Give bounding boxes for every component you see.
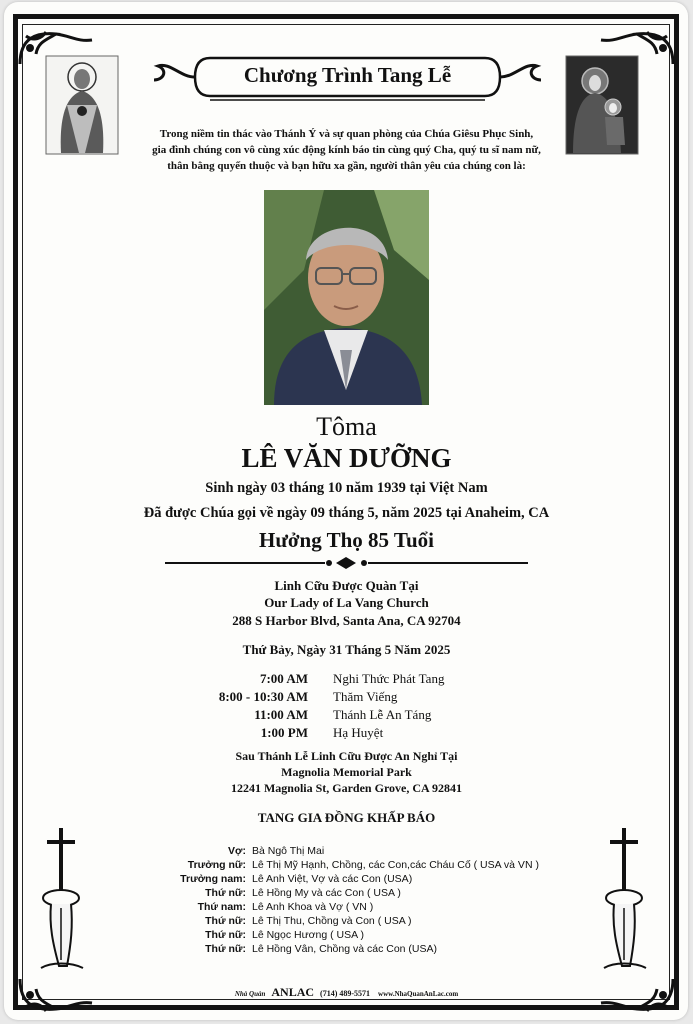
family-names: Lê Thị Thu, Chồng và Con ( USA ) bbox=[252, 915, 412, 927]
family-names: Lê Ngọc Hương ( USA ) bbox=[252, 929, 364, 941]
viewing-address: 288 S Harbor Blvd, Santa Ana, CA 92704 bbox=[232, 613, 461, 628]
footer-prefix: Nhà Quàn bbox=[234, 990, 266, 998]
family-role: Trưởng nam: bbox=[180, 873, 246, 885]
family-role: Thứ nam: bbox=[197, 901, 246, 913]
age-info: Hưởng Thọ 85 Tuổi bbox=[258, 528, 434, 552]
viewing-heading: Linh Cữu Được Quàn Tại bbox=[274, 578, 419, 593]
family-names: Lê Anh Khoa và Vợ ( VN ) bbox=[252, 901, 374, 913]
our-lady-icon bbox=[565, 55, 639, 155]
family-heading: TANG GIA ĐỒNG KHẤP BÁO bbox=[257, 810, 436, 825]
funeral-home-phone: (714) 489-5571 bbox=[320, 989, 371, 998]
service-date: Thứ Bảy, Ngày 31 Tháng 5 Năm 2025 bbox=[242, 642, 451, 657]
death-info: Đã được Chúa gọi về ngày 09 tháng 5, năm 2025 tại Anaheim, CA bbox=[143, 505, 550, 521]
schedule-event: Thánh Lễ An Táng bbox=[333, 707, 432, 722]
funeral-home-footer bbox=[0, 985, 693, 1000]
portrait-photo bbox=[264, 190, 429, 405]
baptism-name: Tôma bbox=[316, 412, 377, 441]
family-role: Vợ: bbox=[228, 845, 246, 857]
family-names: Bà Ngô Thị Mai bbox=[252, 845, 325, 857]
intro-line-3: thân bằng quyến thuộc và bạn hữu xa gần, người thân yêu của chúng con là: bbox=[167, 160, 526, 172]
funeral-home-brand: ANLAC bbox=[271, 985, 315, 999]
viewing-place: Our Lady of La Vang Church bbox=[264, 595, 429, 610]
funeral-home-website[interactable]: www.NhaQuanAnLac.com bbox=[378, 990, 459, 998]
schedule-time: 11:00 AM bbox=[254, 707, 308, 722]
schedule-time: 1:00 PM bbox=[260, 725, 308, 740]
intro-line-1: Trong niềm tin thác vào Thánh Ý và sự quan phòng của Chúa Giêsu Phục Sinh, bbox=[159, 128, 534, 140]
schedule-event: Nghi Thức Phát Tang bbox=[333, 671, 445, 686]
family-names: Lê Thị Mỹ Hạnh, Chồng, các Con,các Cháu Cố ( USA và VN ) bbox=[252, 859, 539, 871]
program-title: Chương Trình Tang Lễ bbox=[243, 63, 452, 87]
schedule-time: 7:00 AM bbox=[259, 671, 308, 686]
family-role: Thứ nữ: bbox=[205, 915, 246, 927]
burial-place: Magnolia Memorial Park bbox=[281, 765, 412, 779]
family-role: Thứ nữ: bbox=[205, 943, 246, 955]
burial-address: 12241 Magnolia St, Garden Grove, CA 92841 bbox=[230, 781, 463, 795]
family-role: Thứ nữ: bbox=[205, 929, 246, 941]
birth-info: Sinh ngày 03 tháng 10 năm 1939 tại Việt Nam bbox=[205, 480, 488, 496]
family-role: Thứ nữ: bbox=[205, 887, 246, 899]
schedule-event: Hạ Huyệt bbox=[333, 725, 384, 740]
cross-praying-hands-icon bbox=[600, 826, 650, 976]
family-names: Lê Hồng My và các Con ( USA ) bbox=[252, 887, 401, 899]
sacred-heart-jesus-icon bbox=[45, 55, 119, 155]
family-names: Lê Hồng Vân, Chồng và các Con (USA) bbox=[252, 943, 438, 955]
family-role: Trưởng nữ: bbox=[187, 859, 246, 871]
intro-line-2: gia đình chúng con vô cùng xúc động kính báo tin cùng quý Cha, quý tu sĩ nam nữ, bbox=[152, 144, 541, 156]
schedule-event: Thăm Viếng bbox=[333, 689, 398, 704]
deceased-name: LÊ VĂN DƯỠNG bbox=[241, 443, 452, 473]
schedule-time: 8:00 - 10:30 AM bbox=[218, 689, 308, 704]
ornamental-divider bbox=[165, 556, 528, 570]
cross-praying-hands-icon bbox=[37, 826, 87, 976]
family-names: Lê Anh Việt, Vợ và các Con (USA) bbox=[252, 873, 413, 885]
burial-heading: Sau Thánh Lễ Linh Cữu Được An Nghỉ Tại bbox=[235, 749, 458, 763]
